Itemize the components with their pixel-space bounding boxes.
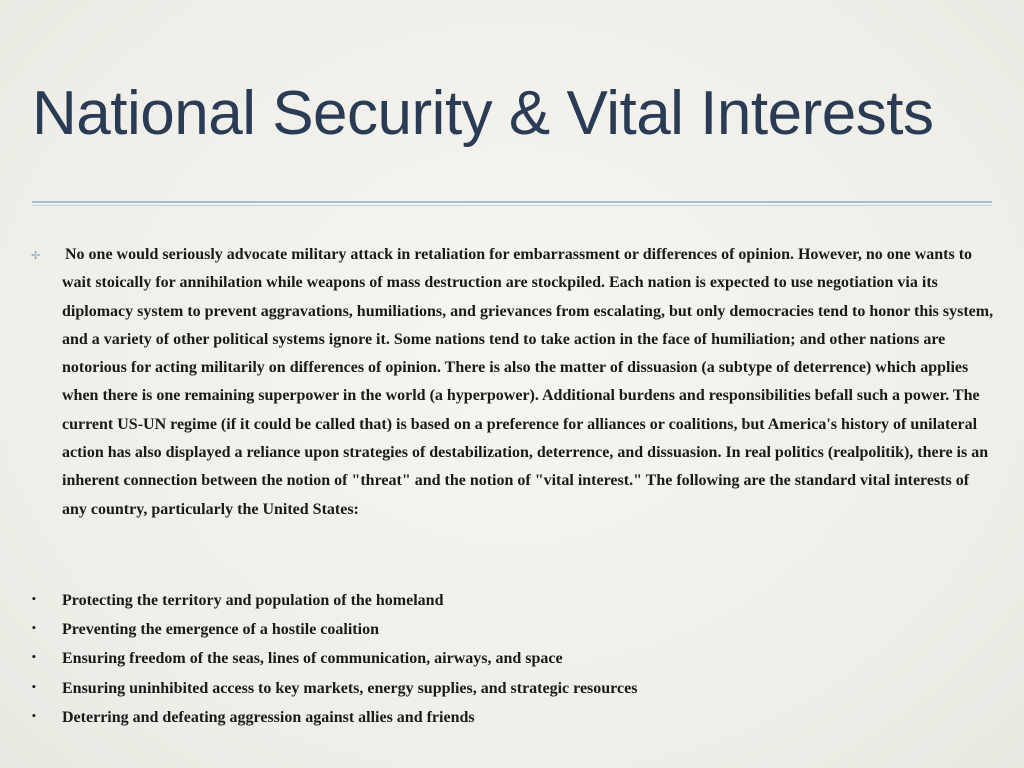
body-paragraph: No one would seriously advocate military attack in retaliation for embarrassment or differences of opinion. However, no one wants to wait stoically for annihilation while weapons of mass destruction are stockpiled. Each nation is expected to use negotiation via its diplomacy system to prevent aggravations, humiliations, and grievances from escalating, but only democracies tend to honor this system, and a variety of other political systems ignore it. Some nations tend to take action in the face of humiliation; and other nations are notorious for acting militarily on differences of opinion. There is also the matter of dissuasion (a subtype of deterrence) which applies when there is one remaining superpower in the world (a hyperpower). Additional burdens and responsibilities befall such a power. The current US-UN regime (if it could be called that) is based on a preference for alliances or coalitions, but America's history of unilateral action has also displayed a reliance upon strategies of destabilization, deterrence, and dissuasion. In real politics (realpolitik), there is an inherent connection between the notion of "threat" and the notion of "vital interest." The following are the standard vital interests of any country, particularly the United States: [62,246,994,518]
bullet-dot-icon: • [31,653,37,664]
list-item [0,674,1000,703]
title-divider-secondary [32,205,992,206]
list-item [0,644,1000,673]
bullet-dot-icon: • [31,682,37,693]
list-item-text: Ensuring freedom of the seas, lines of communication, airways, and space [62,650,563,668]
list-item [0,586,1000,615]
list-item [0,703,1000,732]
slide-title: National Security & Vital Interests [32,79,934,148]
vital-interests-list [0,586,1000,732]
paragraph-bullet-icon: ✢ [31,249,41,262]
list-item-text: Deterring and defeating aggression against allies and friends [62,708,475,726]
bullet-dot-icon: • [31,595,37,605]
list-item [0,615,1000,644]
bullet-dot-icon: • [31,711,37,722]
title-divider [32,201,992,203]
list-item-text: Protecting the territory and population of the homeland [62,592,444,609]
bullet-dot-icon: • [31,624,37,635]
list-item-text: Ensuring uninhibited access to key markets, energy supplies, and strategic resources [62,679,638,697]
list-item-text: Preventing the emergence of a hostile coalition [62,621,379,639]
